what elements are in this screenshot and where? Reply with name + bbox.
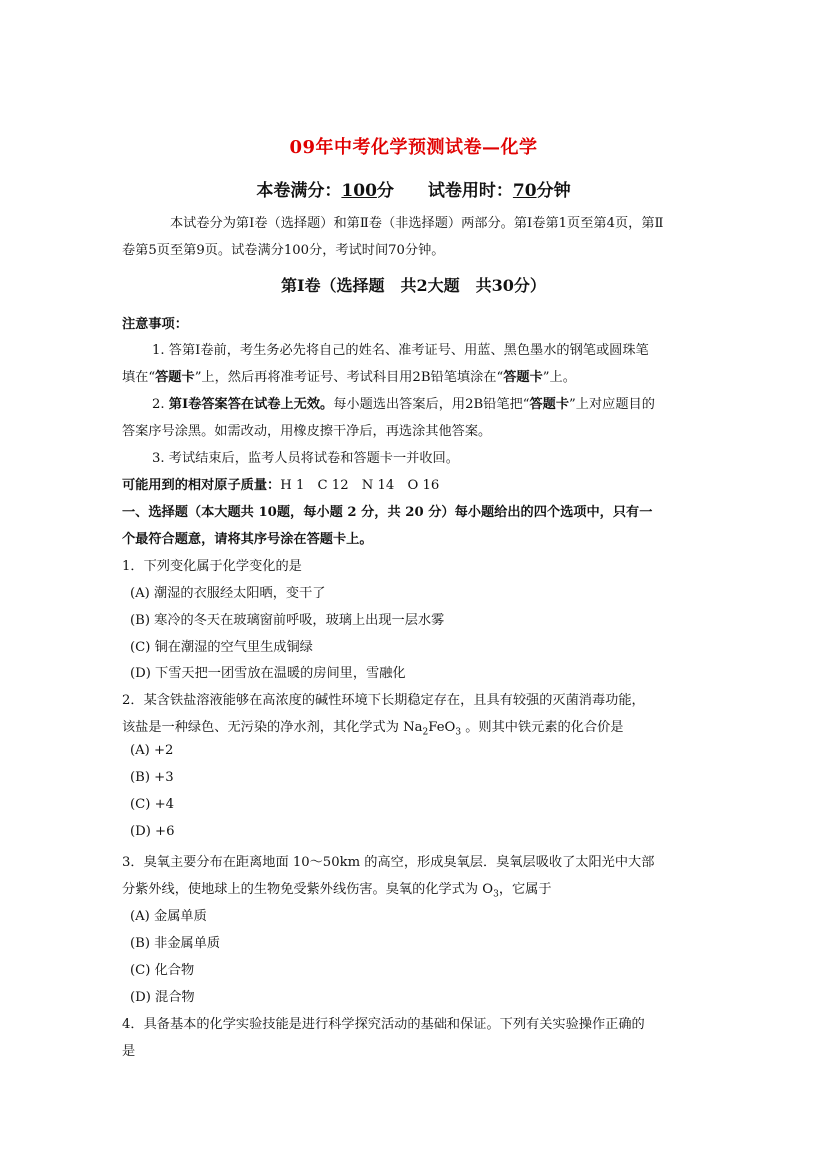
q4-stem-line-2: 是 [122,1044,136,1059]
exam-title: 09年中考化学预测试卷—化学 [289,137,538,158]
invalid-notice: 第Ⅰ卷答案答在试卷上无效。 [168,397,334,412]
time-value: 70 [512,181,537,201]
q4-stem-line-1: 4．具备基本的化学实验技能是进行科学探究活动的基础和保证。下列有关实验操作正确的 [122,1017,645,1032]
note-3: 3. 考试结束后，监考人员将试卷和答题卡一并收回。 [152,451,459,466]
q2-option-b: (B) +3 [130,770,174,785]
full-score-unit: 分 [376,181,394,201]
answer-card-term: 答题卡 [503,370,543,385]
section1-line-2: 个最符合题意，请将其序号涂在答题卡上。 [122,532,373,547]
intro-line-2: 卷第5页至第9页。试卷满分100分，考试时间70分钟。 [122,243,445,258]
q1-option-c: (C) 铜在潮湿的空气里生成铜绿 [130,640,313,655]
full-score-label: 本卷满分： [256,181,342,201]
note-2-line-2: 答案序号涂黑。如需改动，用橡皮擦干净后，再选涂其他答案。 [122,424,492,439]
atomic-mass-label: 可能用到的相对原子质量： [122,478,281,493]
q2-stem-line-1: 2．某含铁盐溶液能够在高浓度的碱性环境下长期稳定存在，且具有较强的灭菌消毒功能， [122,693,645,708]
q3-option-b: (B) 非金属单质 [130,936,221,951]
intro-line-1: 本试卷分为第Ⅰ卷（选择题）和第Ⅱ卷（非选择题）两部分。第Ⅰ卷第1页至第4页，第Ⅱ [170,216,664,231]
q2-option-a: (A) +2 [130,743,174,758]
time-unit: 分钟 [536,181,571,201]
q1-stem: 1．下列变化属于化学变化的是 [122,559,302,574]
q1-option-d: (D) 下雪天把一团雪放在温暖的房间里，雪融化 [130,666,406,681]
part1-heading: 第Ⅰ卷（选择题 共2大题 共30分） [281,276,546,295]
atomic-mass-values: H 1 C 12 N 14 O 16 [280,478,440,493]
q3-option-d: (D) 混合物 [130,990,195,1005]
q3-stem-line-1: 3．臭氧主要分布在距离地面 10～50km 的高空，形成臭氧层．臭氧层吸收了太阳光中大部 [122,855,655,870]
atomic-mass-line [122,474,722,493]
section1-line-1: 一、选择题（本大题共 10题，每小题 2 分，共 20 分）每小题给出的四个选项中，只有一 [122,505,653,520]
full-score-value: 100 [341,181,377,201]
note-1-line-1: 1. 答第Ⅰ卷前，考生务必先将自己的姓名、准考证号、用蓝、黑色墨水的钢笔或圆珠笔 [152,343,649,358]
q2-option-c: (C) +4 [130,797,175,812]
q3-stem-line-2: 分紫外线，使地球上的生物免受紫外线伤害。臭氧的化学式为 $O_3$，它属于 [122,882,552,900]
q1-option-a: (A) 潮湿的衣服经太阳晒，变干了 [130,586,326,601]
notes-heading: 注意事项： [122,317,188,332]
exam-subtitle [0,176,827,201]
note-2-line-1: 2. 第Ⅰ卷答案答在试卷上无效。每小题选出答案后，用2B铅笔把“答题卡”上对应题目的 [152,397,655,412]
answer-card-term: 答题卡 [155,370,195,385]
answer-card-term: 答题卡 [529,397,570,412]
time-label: 试卷用时： [427,181,513,201]
q1-option-b: (B) 寒冷的冬天在玻璃窗前呼吸，玻璃上出现一层水雾 [130,613,445,628]
q3-option-a: (A) 金属单质 [130,909,207,924]
q2-stem-line-2: 该盐是一种绿色、无污染的净水剂，其化学式为 $Na_2FeO_3$ 。则其中铁元素的化合价是 [122,720,624,738]
q3-option-c: (C) 化合物 [130,963,195,978]
note-1-line-2: 填在“答题卡”上，然后再将准考证号、考试科目用2B铅笔填涂在“答题卡”上。 [122,370,576,385]
q2-option-d: (D) +6 [130,824,175,839]
